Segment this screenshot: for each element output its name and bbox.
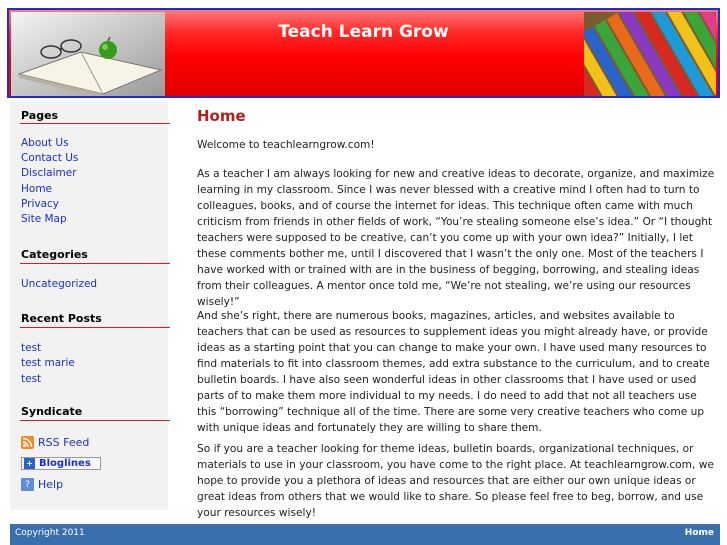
copyright-text: Copyright 2011: [15, 528, 85, 538]
help-label: Help: [38, 478, 64, 491]
recent-post-item[interactable]: test marie: [21, 357, 75, 369]
syndicate-heading: Syndicate: [21, 405, 83, 418]
site-header: [7, 8, 720, 98]
footer-home-link[interactable]: Home: [684, 528, 714, 538]
bloglines-badge: [21, 457, 101, 470]
content-paragraph-2: And she’s right, there are numerous books, magazines, articles, and websites available to teachers that can be used as resources to supplement ideas you might already have, or provide ideas as a starting point that you can change to make your own. I have used many resources to find materials to fit into classroom themes, add extra substance to the curriculum, and to create bulletin boards. I have also seen wonderful ideas in other classrooms that I have used or used parts of to make them more individual to my needs. I do need to add that not all teachers use this “borrowing” technique all of the time. There are some very creative teachers who come up with unique ideas and fortunately they are willing to share them.: [197, 310, 710, 434]
rss-feed-label: RSS Feed: [38, 436, 90, 449]
page-title: Home: [197, 107, 246, 125]
pages-divider: [20, 123, 170, 124]
categories-divider: [20, 263, 170, 264]
bloglines-plus-icon: +: [24, 458, 35, 469]
syndicate-divider: [20, 420, 170, 421]
content-paragraph-1: As a teacher I am always looking for new and creative ideas to decorate, organize, and maximize learning in my classroom. Since I was never blessed with a creative mind I often had to turn to colleagues, books, and of course the internet for ideas. This technique often came with much criticism from friends in other fields of work, “You’re stealing someone else’s idea.” Or “I thought teachers were supposed to be creative, can’t you come up with your own idea?” Initially, I let these comments bother me, until I discovered that I wasn’t the only one. Most of the teachers I have worked with or trained with are in the business of begging, borrowing, and stealing ideas from their colleagues. A mentor once told me, “We’re not stealing, we’re using our resources wisely!”: [197, 168, 715, 308]
sidebar-item-about-us[interactable]: About Us: [21, 137, 69, 149]
sidebar: [10, 101, 168, 510]
rss-icon: [21, 436, 34, 449]
welcome-paragraph: Welcome to teachlearngrow.com!: [197, 139, 375, 151]
bloglines-label: Bloglines: [39, 458, 91, 469]
recent-post-item[interactable]: test: [21, 342, 42, 354]
help-link[interactable]: [21, 478, 63, 491]
header-crayons-image: [584, 12, 716, 96]
category-uncategorized[interactable]: Uncategorized: [21, 278, 98, 290]
sidebar-item-contact-us[interactable]: Contact Us: [21, 152, 79, 164]
sidebar-item-home[interactable]: Home: [21, 183, 53, 195]
help-icon: ?: [21, 478, 34, 491]
categories-heading: Categories: [21, 248, 88, 261]
recent-post-item[interactable]: test: [21, 373, 42, 385]
recent-posts-divider: [20, 327, 170, 328]
rss-feed-link[interactable]: [21, 436, 89, 449]
site-title[interactable]: Teach Learn Grow: [278, 22, 449, 42]
sidebar-item-site-map[interactable]: Site Map: [21, 213, 67, 225]
pages-heading: Pages: [21, 109, 59, 122]
content-paragraph-3: So if you are a teacher looking for theme ideas, bulletin boards, organizational techniques, or materials to use in your classroom, you have come to the right place. At teachlearngrow.com, we hope to provide you a plethora of ideas and resources that are either our own unique ideas or great ideas from others that we would like to share. So please feel free to beg, borrow, and use your resources wisely!: [197, 443, 714, 519]
bloglines-button[interactable]: [21, 457, 101, 470]
site-footer: [10, 524, 720, 545]
sidebar-item-privacy[interactable]: Privacy: [21, 198, 60, 210]
sidebar-item-disclaimer[interactable]: Disclaimer: [21, 167, 77, 179]
recent-posts-heading: Recent Posts: [21, 312, 102, 325]
